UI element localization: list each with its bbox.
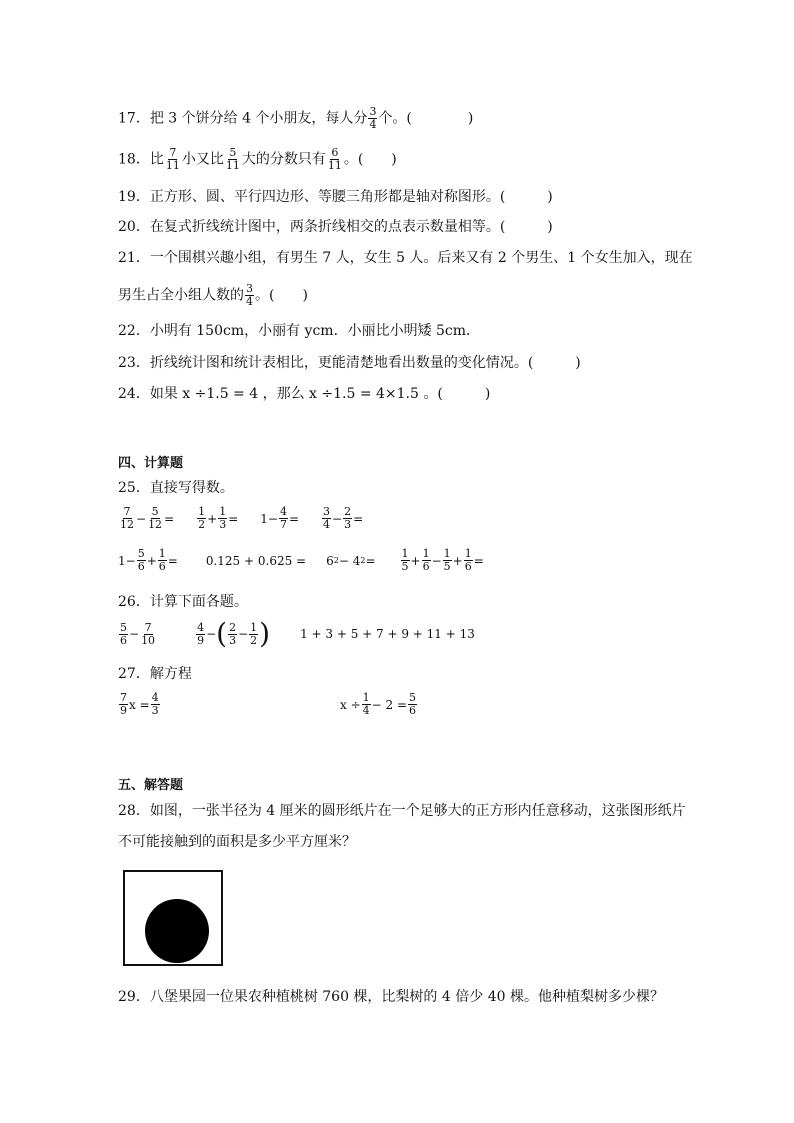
fraction: $\frac{1}{6}$: [158, 547, 166, 573]
fraction: $\frac{5}{6}$: [137, 547, 145, 573]
square-figure: [123, 870, 223, 966]
question-27: 27．解方程: [118, 666, 192, 682]
fraction: $\frac{4}{7}$: [279, 505, 287, 531]
fraction: $\frac{1}{2}$: [250, 620, 258, 647]
fraction: $\frac{3}{4}$: [369, 105, 377, 131]
fraction: $\frac{1}{5}$: [443, 547, 451, 573]
circle-disc: [145, 899, 209, 963]
fraction: $\frac{5}{11}$: [225, 146, 240, 172]
fraction: $\frac{4}{9}$: [197, 620, 205, 647]
question-26: 26．计算下面各题。: [118, 594, 248, 610]
question-29: 29．八堡果园一位果农种植桃树 760 棵，比梨树的 4 倍少 40 棵。他种植梨树多少棵？: [118, 989, 664, 1005]
fraction: $\frac{1}{6}$: [422, 547, 430, 573]
question-18: 18．比 $\frac{7}{11}$ 小又比 $\frac{5}{11}$ 大的分数只有 $\frac{6}{11}$ 。( ): [118, 146, 397, 172]
fraction: $\frac{1}{6}$: [464, 547, 472, 573]
fraction: $\frac{4}{3}$: [151, 691, 159, 717]
calc-row-1: $\frac{7}{12}$ − $\frac{5}{12}$ = $\frac{1}{2}$ + $\frac{1}{3}$ = 1− $\frac{4}{7}$ = $\frac{3}{4}$ − $\frac{2}{3}$ =: [120, 505, 364, 531]
question-19: 19．正方形、圆、平行四边形、等腰三角形都是轴对称图形。( ): [118, 189, 553, 205]
fraction: $\frac{2}{3}$: [344, 505, 352, 531]
question-20: 20．在复式折线统计图中，两条折线相交的点表示数量相等。( ): [118, 219, 553, 235]
question-21-line1: 21．一个围棋兴趣小组，有男生 7 人，女生 5 人。后来又有 2 个男生、1 个女生加入，现在: [118, 250, 693, 266]
fraction: $\frac{7}{10}$: [141, 620, 156, 647]
calc-row-2: 1− $\frac{5}{6}$ + $\frac{1}{6}$ = 0.125 + 0.625 = 6 2 − 4 2 = $\frac{1}{5}$ + $\frac{1}{6}$ − $\frac{1}{5}$ + $\frac{1}{6}$ =: [118, 547, 484, 573]
fraction: $\frac{7}{9}$: [120, 691, 127, 717]
question-28-line1: 28．如图，一张半径为 4 厘米的圆形纸片在一个足够大的正方形内任意移动，这张图形纸片: [118, 803, 686, 819]
section-5-heading: 五、解答题: [118, 778, 184, 793]
fraction: $\frac{6}{11}$: [327, 146, 342, 172]
question-24: 24．如果 x ÷1.5 = 4 ，那么 x ÷1.5 = 4×1.5 。( ): [118, 386, 491, 402]
fraction: $\frac{5}{6}$: [409, 691, 417, 717]
equation-2: x ÷ $\frac{1}{4}$ − 2 = $\frac{5}{6}$: [340, 691, 417, 717]
question-22: 22．小明有 150cm，小丽有 ycm．小丽比小明矮 5cm．: [118, 323, 481, 339]
fraction: $\frac{1}{5}$: [401, 547, 409, 573]
fraction: $\frac{3}{4}$: [323, 505, 331, 531]
fraction: $\frac{5}{12}$: [148, 505, 163, 531]
fraction: $\frac{1}{3}$: [219, 505, 227, 531]
fraction: $\frac{3}{4}$: [246, 282, 253, 308]
question-21-line2: 男生占全小组人数的 $\frac{3}{4}$ 。( ): [118, 282, 308, 308]
fraction: $\frac{7}{12}$: [120, 505, 134, 531]
section-4-heading: 四、计算题: [118, 456, 184, 471]
fraction: $\frac{1}{4}$: [362, 691, 370, 717]
fraction: $\frac{5}{6}$: [120, 620, 127, 647]
question-28-line2: 不可能接触到的面积是多少平方厘米？: [118, 834, 356, 850]
question-17: 17．把 3 个饼分给 4 个小朋友，每人分 $\frac{3}{4}$ 个。( ): [118, 105, 474, 131]
fraction: $\frac{2}{3}$: [229, 620, 237, 647]
question-23: 23．折线统计图和统计表相比，更能清楚地看出数量的变化情况。( ): [118, 355, 581, 371]
calc-row-3: $\frac{5}{6}$ − $\frac{7}{10}$ $\frac{4}{9}$ − ( $\frac{2}{3}$ − $\frac{1}{2}$ ) 1 + 3 + 5 + 7 + 9 + 11 + 13: [120, 617, 475, 650]
fraction: $\frac{7}{11}$: [165, 146, 180, 172]
fraction: $\frac{1}{2}$: [198, 505, 206, 531]
question-25: 25．直接写得数。: [118, 480, 234, 496]
equation-1: $\frac{7}{9}$ x = $\frac{4}{3}$: [120, 691, 159, 717]
